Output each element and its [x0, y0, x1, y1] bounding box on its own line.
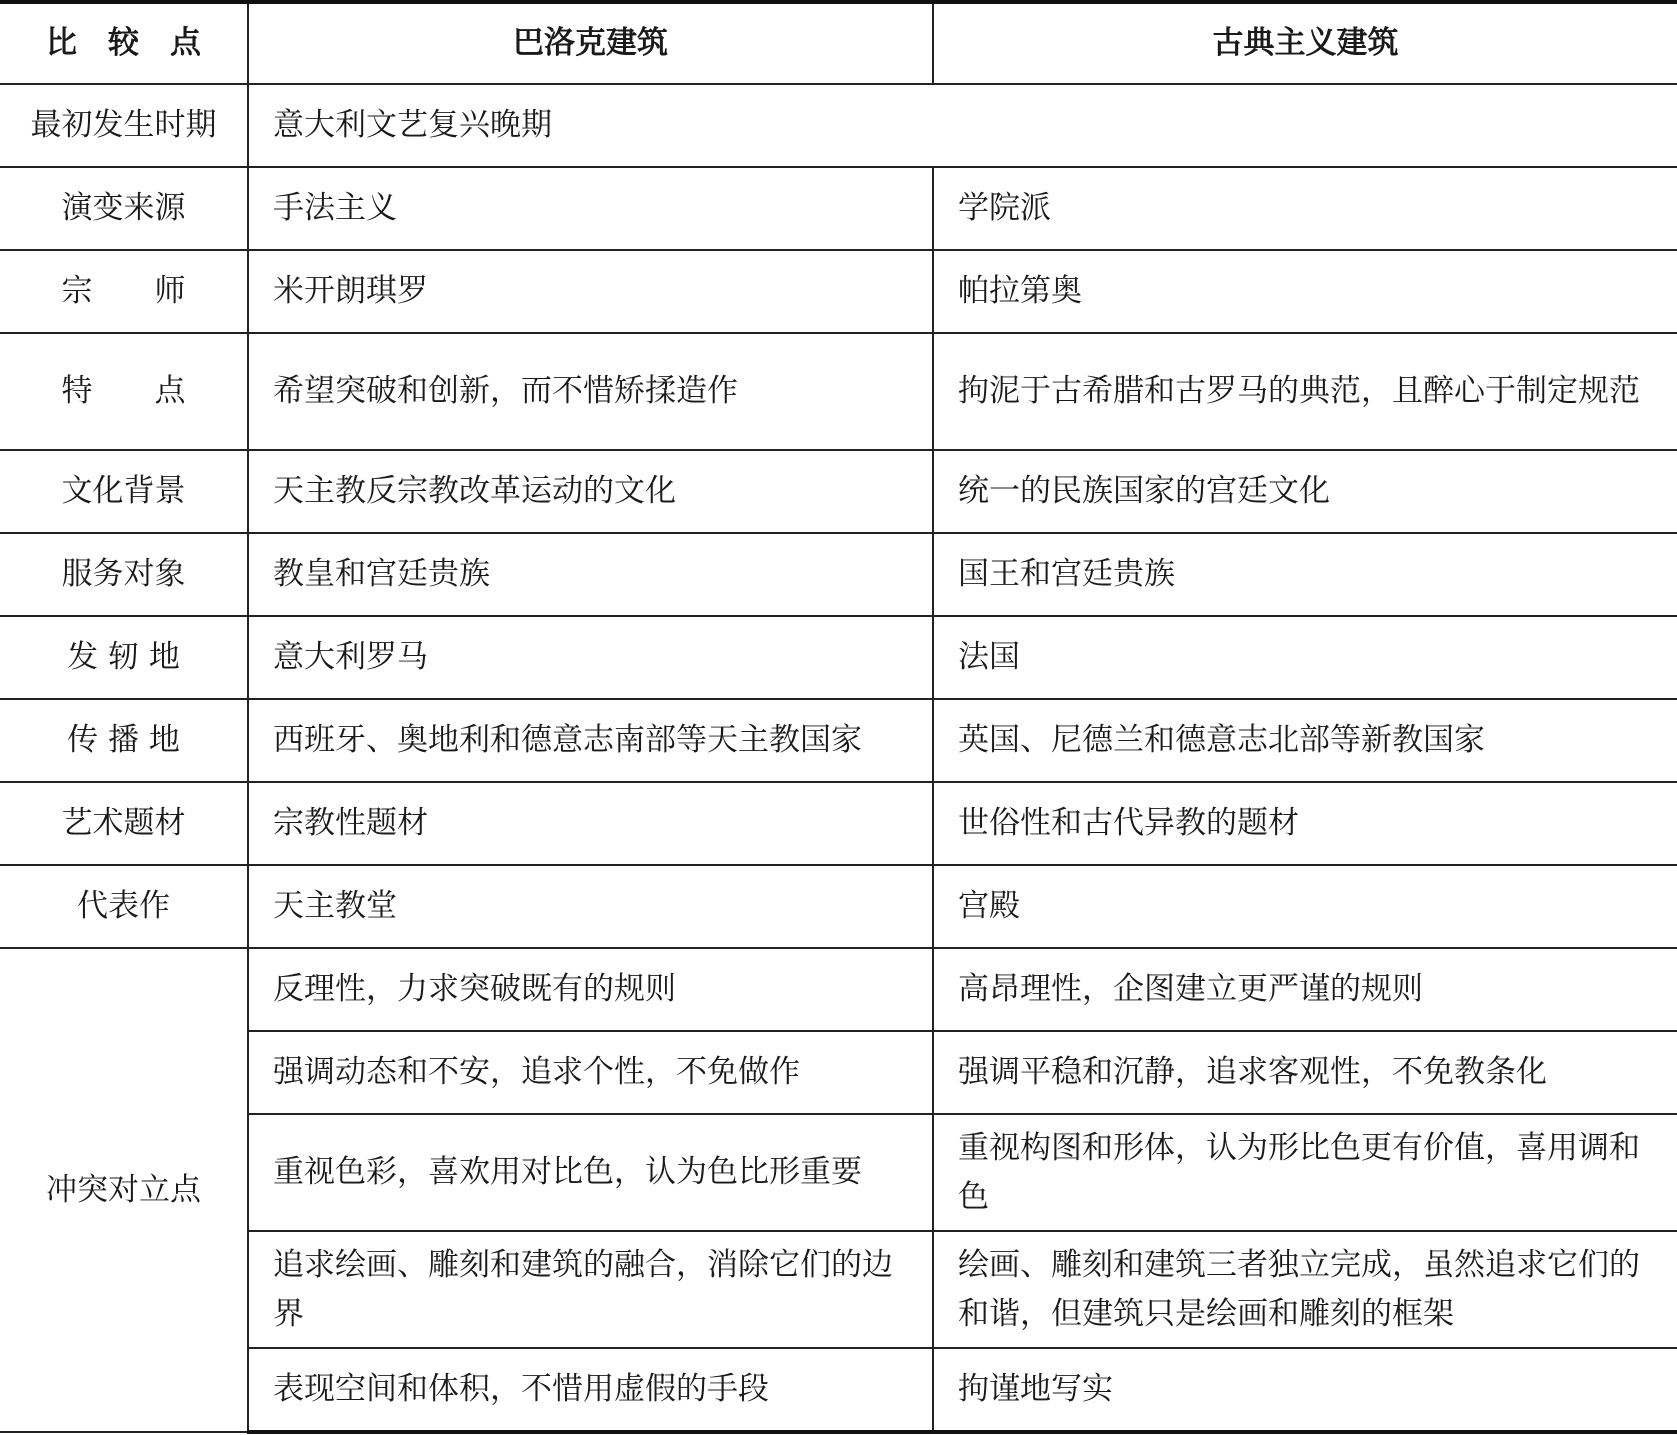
- classical-cell: 强调平稳和沉静，追求客观性，不免教条化: [933, 1031, 1677, 1114]
- table-row: [0, 782, 1677, 865]
- baroque-cell: 米开朗琪罗: [248, 250, 933, 333]
- row-label: 代表作: [0, 865, 248, 948]
- table-row: [0, 333, 1677, 450]
- row-label: 宗 师: [0, 250, 248, 333]
- row-label: 传 播 地: [0, 699, 248, 782]
- table-row: [0, 167, 1677, 250]
- classical-cell: 重视构图和形体，认为形比色更有价值，喜用调和色: [933, 1114, 1677, 1231]
- baroque-cell: 希望突破和创新，而不惜矫揉造作: [248, 333, 933, 450]
- table-header-row: [0, 2, 1677, 84]
- classical-cell: 国王和宫廷贵族: [933, 533, 1677, 616]
- header-baroque: 巴洛克建筑: [248, 2, 933, 84]
- table-row: [0, 616, 1677, 699]
- baroque-cell: 意大利罗马: [248, 616, 933, 699]
- classical-cell: 高昂理性，企图建立更严谨的规则: [933, 948, 1677, 1031]
- table-row: [0, 84, 1677, 167]
- baroque-cell: 强调动态和不安，追求个性，不免做作: [248, 1031, 933, 1114]
- classical-cell: 世俗性和古代异教的题材: [933, 782, 1677, 865]
- classical-cell: 法国: [933, 616, 1677, 699]
- baroque-cell: 追求绘画、雕刻和建筑的融合，消除它们的边界: [248, 1231, 933, 1348]
- baroque-cell: 手法主义: [248, 167, 933, 250]
- classical-cell: 宫殿: [933, 865, 1677, 948]
- row-label-conflict: 冲突对立点: [0, 948, 248, 1432]
- baroque-cell: 宗教性题材: [248, 782, 933, 865]
- baroque-cell: 教皇和宫廷贵族: [248, 533, 933, 616]
- table-row: [0, 533, 1677, 616]
- baroque-cell: 表现空间和体积，不惜用虚假的手段: [248, 1348, 933, 1432]
- baroque-cell: 天主教反宗教改革运动的文化: [248, 450, 933, 533]
- row-label: 服务对象: [0, 533, 248, 616]
- row-label: 艺术题材: [0, 782, 248, 865]
- baroque-cell: 反理性，力求突破既有的规则: [248, 948, 933, 1031]
- table-row: [0, 699, 1677, 782]
- table-row: [0, 450, 1677, 533]
- classical-cell: 统一的民族国家的宫廷文化: [933, 450, 1677, 533]
- header-comparison-point: 比 较 点: [0, 2, 248, 84]
- table-row: [0, 1031, 1677, 1114]
- classical-cell: 帕拉第奥: [933, 250, 1677, 333]
- baroque-cell: 重视色彩，喜欢用对比色，认为色比形重要: [248, 1114, 933, 1231]
- classical-cell: 拘泥于古希腊和古罗马的典范，且醉心于制定规范: [933, 333, 1677, 450]
- table-row: [0, 948, 1677, 1031]
- classical-cell: 绘画、雕刻和建筑三者独立完成，虽然追求它们的和谐，但建筑只是绘画和雕刻的框架: [933, 1231, 1677, 1348]
- merged-cell: 意大利文艺复兴晚期: [248, 84, 1677, 167]
- baroque-cell: 天主教堂: [248, 865, 933, 948]
- row-label: 发 轫 地: [0, 616, 248, 699]
- row-label: 演变来源: [0, 167, 248, 250]
- row-label: 最初发生时期: [0, 84, 248, 167]
- classical-cell: 学院派: [933, 167, 1677, 250]
- classical-cell: 英国、尼德兰和德意志北部等新教国家: [933, 699, 1677, 782]
- classical-cell: 拘谨地写实: [933, 1348, 1677, 1432]
- table-row: [0, 1114, 1677, 1231]
- header-classicism: 古典主义建筑: [933, 2, 1677, 84]
- table-row: [0, 865, 1677, 948]
- table-row: [0, 1348, 1677, 1432]
- table-row: [0, 250, 1677, 333]
- row-label: 特 点: [0, 333, 248, 450]
- baroque-cell: 西班牙、奥地利和德意志南部等天主教国家: [248, 699, 933, 782]
- row-label: 文化背景: [0, 450, 248, 533]
- table-row: [0, 1231, 1677, 1348]
